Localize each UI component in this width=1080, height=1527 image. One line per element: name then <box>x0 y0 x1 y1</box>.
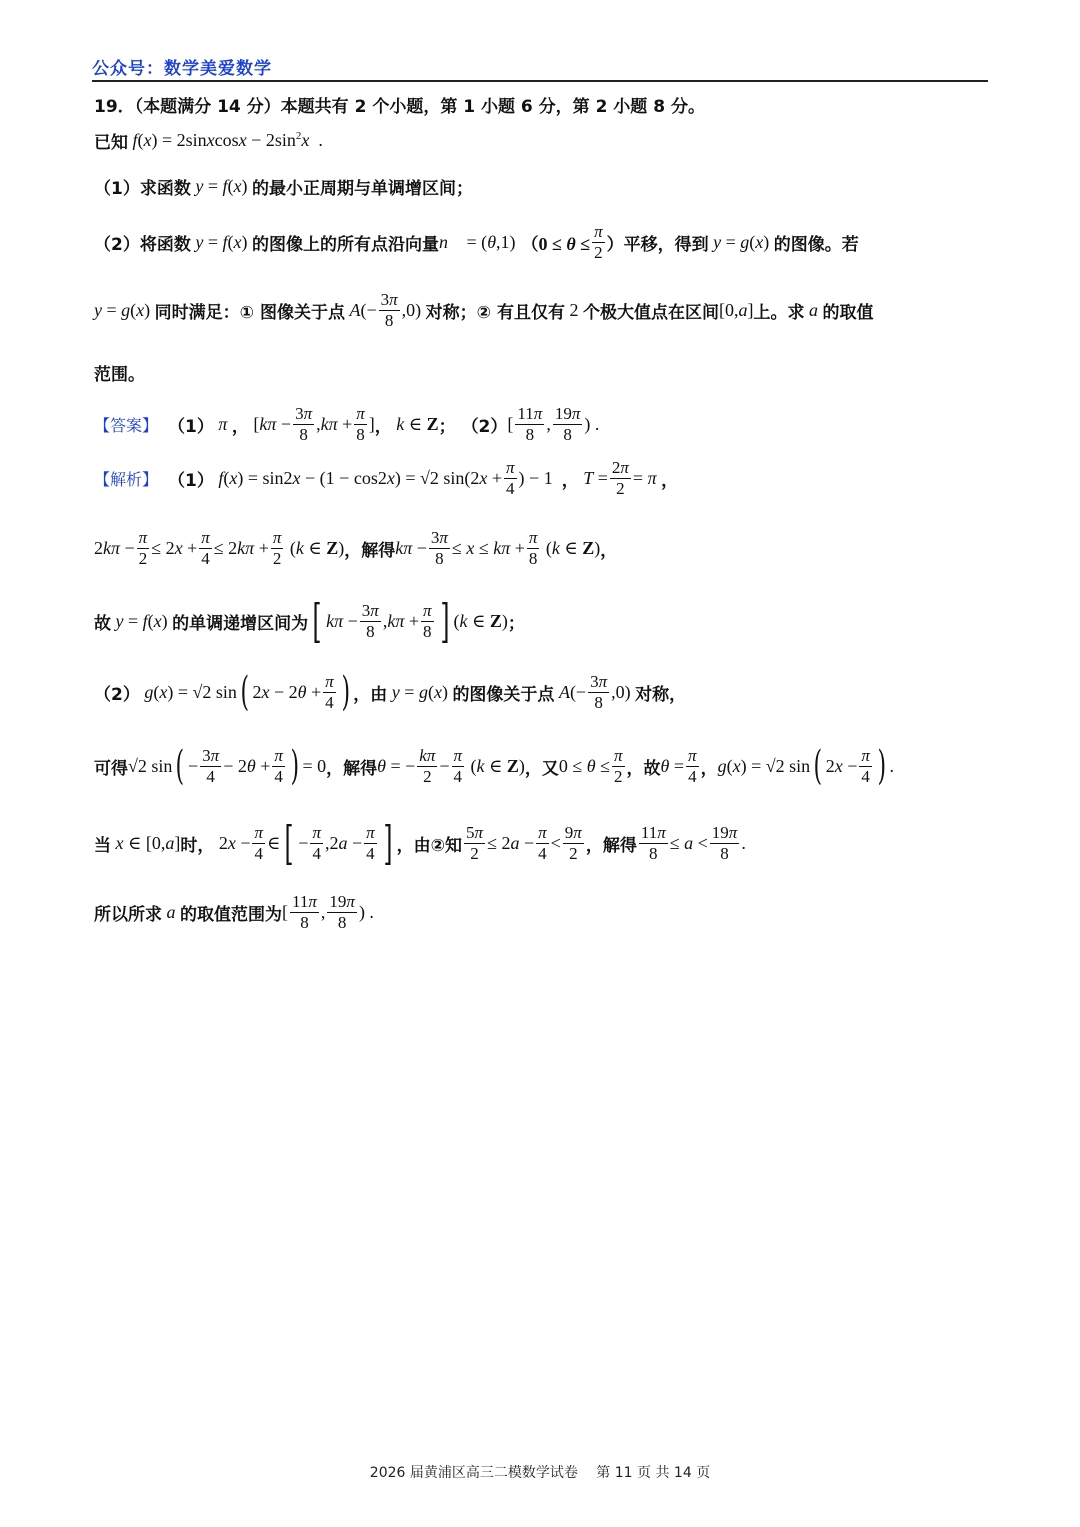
sol4-b: 2x − 2θ + <box>252 681 322 702</box>
sol2-e: kπ − <box>395 537 427 558</box>
frac-2pi-2: $\frac{2\pi}{2}$ <box>611 458 629 498</box>
part2-j: 范围。 <box>94 365 145 385</box>
frac-11pi-8-b: $\frac{11\pi}{8}$ <box>640 822 666 863</box>
sol5-get: 可得 <box>94 758 128 779</box>
solution-line2: 2kπ − $\frac{\pi}{2}$ ≤ 2x + $\frac{\pi}{4}$ ≤ 2kπ + $\frac{\pi}{2}$ (k ∈ Z) ，解得 kπ − $\frac{3\pi}{8}$ ≤ x ≤ kπ + $\frac{\pi}{8}$ (k ∈ Z) ， <box>94 528 618 568</box>
sol2-a: 2kπ − <box>94 537 135 558</box>
frac-pi-4-c: $\frac{\pi}{4}$ <box>325 672 334 712</box>
sol6-b: 2x − <box>214 832 251 853</box>
frac-11pi-8: $\frac{11\pi}{8}$ <box>517 404 543 444</box>
solution-line3: 故 y = f(x) 的单调递增区间为 [ kπ − $\frac{3\pi}{8}$ ,kπ + $\frac{\pi}{8}$ ] (k ∈ Z) ； <box>94 594 525 648</box>
sol5-e: θ = − <box>377 755 416 776</box>
header-divider <box>92 80 988 82</box>
sol5-therefore: ，故 <box>626 758 661 779</box>
part2-func: y = f(x) <box>195 231 253 252</box>
sol4-point: A(− <box>558 681 587 702</box>
sol6-c: ∈ <box>267 832 281 853</box>
frac-3pi-4: $\frac{3\pi}{4}$ <box>202 746 220 786</box>
sol6-h: ≤ a < <box>669 832 708 853</box>
sol4-a: g(x) = √2 sin <box>144 681 237 702</box>
sol5-c: − 2θ + <box>223 755 271 776</box>
g-func: y = g(x) <box>713 231 774 252</box>
frac-pi-4-i: $\frac{\pi}{4}$ <box>312 822 321 863</box>
sol7-close: ) . <box>358 901 374 922</box>
answer-interval: [kπ − <box>248 413 292 434</box>
sol2-f: ≤ x ≤ kπ + <box>451 537 525 558</box>
sol2-g: (k ∈ Z) <box>541 537 601 558</box>
part2-line1 <box>94 222 990 262</box>
frac-3pi-8-d: $\frac{3\pi}{8}$ <box>361 600 379 641</box>
answer-period: π <box>213 413 232 434</box>
sol2-c: ≤ 2kπ + <box>213 537 269 558</box>
answer-close: ] <box>368 413 375 434</box>
interval-0a: [0,a] <box>718 299 754 320</box>
frac-3pi-8-e: $\frac{3\pi}{8}$ <box>590 672 608 712</box>
sol1-expr2: ) − 1 <box>518 467 562 488</box>
sol7-a: a <box>162 901 180 922</box>
sol7-final2: 的取值范围为 <box>180 904 282 925</box>
sol2-solve: ，解得 <box>344 540 396 561</box>
solution-line5: 可得 √2 sin ( − $\frac{3\pi}{4}$ − 2θ + $\frac{\pi}{4}$ ) = 0 ，解得 θ = − $\frac{k\pi}{2}$ − $\frac{\pi}{4}$ (k ∈ Z) ，又 0 ≤ θ ≤ $\frac{\pi}{2}$ ，故 θ = $\frac{\pi}{4}$ ， g(x) = √2 sin ( 2x − $\frac{\pi}{4}$ ) . <box>94 743 895 790</box>
sol6-a: x ∈ [0,a] <box>115 832 181 853</box>
sol5-h: 0 ≤ θ ≤ <box>558 755 611 776</box>
sol5-i: θ = <box>660 755 685 776</box>
sol1-period2: = π <box>632 467 657 488</box>
frac-pi-8: $\frac{\pi}{8}$ <box>356 404 365 444</box>
solution-line6: 当 x ∈ [0,a] 时， 2x − $\frac{\pi}{4}$ ∈ [ − $\frac{\pi}{4}$ ,2a − $\frac{\pi}{4}$ ] ，由②知 $\frac{5\pi}{2}$ ≤ 2a − $\frac{\pi}{4}$ < $\frac{9\pi}{2}$ ，解得 $\frac{11\pi}{8}$ ≤ a < $\frac{19\pi}{8}$ . <box>94 816 746 870</box>
sol7-final: 所以所求 <box>94 904 162 925</box>
frac-pi-2-b: $\frac{\pi}{2}$ <box>138 528 148 568</box>
sol7-open: [ <box>282 901 288 922</box>
sol4-by: ，由 <box>353 684 388 705</box>
sol5-also: ，又 <box>524 758 559 779</box>
frac-pi-4-g: $\frac{\pi}{4}$ <box>861 746 870 786</box>
frac-11pi-8-c: $\frac{11\pi}{8}$ <box>292 892 317 932</box>
frac-19pi-8-b: $\frac{19\pi}{8}$ <box>711 822 738 863</box>
answer2-open: [ <box>507 413 514 434</box>
solution-p1: （1） <box>168 470 214 491</box>
paren-close-c: ) <box>877 743 887 790</box>
sol6-when: 当 <box>94 835 111 856</box>
frac-pi-2-d: $\frac{\pi}{2}$ <box>614 746 623 786</box>
frac-pi-2: $\frac{\pi}{2}$ <box>594 222 603 262</box>
answer-kpi: ,kπ + <box>316 413 353 434</box>
part2-e: 同时满足：① 图像关于点 <box>154 302 345 323</box>
sol1-period: T = <box>583 467 608 488</box>
frac-pi-4-k: $\frac{\pi}{4}$ <box>538 822 547 863</box>
sol5-j: g(x) = √2 sin <box>717 755 811 776</box>
part2-h: 上。求 <box>753 302 805 323</box>
frac-kpi-2: $\frac{k\pi}{2}$ <box>419 746 436 786</box>
bracket-close: ] <box>440 594 449 648</box>
solution-line1: 【解析】 （1） f(x) = sin2x − (1 − cos2x) = √2 sin(2x + $\frac{\pi}{4}$ ) − 1 ， T = $\frac{2\pi}{2}$ = π ， <box>94 458 679 498</box>
sol3-c: (k ∈ Z) <box>453 610 508 631</box>
point-a-close: ,0) <box>401 299 426 320</box>
g-func-2: y = g(x) <box>94 299 155 320</box>
frac-pi-2-c: $\frac{\pi}{2}$ <box>272 528 282 568</box>
part2-i: 的取值 <box>822 302 874 323</box>
page-footer: 2026 届黄浦区高三二模数学试卷 第 11 页 共 14 页 <box>369 1465 711 1481</box>
sol5-d: = 0 <box>302 755 327 776</box>
solution-line7 <box>94 892 990 932</box>
bracket-open-b: [ <box>284 816 294 870</box>
sol6-when2: 时， <box>180 835 215 856</box>
sol3-mono: 的单调递增区间为 <box>172 613 309 634</box>
frac-pi-4-f: $\frac{\pi}{4}$ <box>688 746 697 786</box>
answer-kz: k ∈ Z <box>396 413 439 434</box>
sol6-by2: ，由②知 <box>396 835 463 856</box>
frac-9pi-2: $\frac{9\pi}{2}$ <box>564 822 582 863</box>
frac-pi-4-d: $\frac{\pi}{4}$ <box>274 746 283 786</box>
sol4-symend: 对称， <box>635 684 687 705</box>
frac-pi-4-e: $\frac{\pi}{4}$ <box>453 746 463 786</box>
theta-range: （0 ≤ θ ≤ <box>515 233 591 255</box>
sol4-sym: 的图像关于点 <box>452 684 555 705</box>
sol6-g: < <box>550 832 561 853</box>
frac-3pi-8: $\frac{3\pi}{8}$ <box>380 290 398 330</box>
sol5-f: − <box>439 755 450 776</box>
paren-open-c: ( <box>813 743 823 790</box>
sol6-solve: ，解得 <box>585 835 637 856</box>
frac-pi-8-c: $\frac{\pi}{8}$ <box>423 600 432 641</box>
sol4-point2: ,0) <box>611 681 636 702</box>
part1-label: （1）求函数 <box>94 179 191 199</box>
paren-open-b: ( <box>175 743 185 790</box>
comma: , <box>546 413 551 434</box>
part2-d: 的图像。若 <box>773 234 859 255</box>
answer-line: 【答案】 （1） π ， [kπ − $\frac{3\pi}{8}$ ,kπ + $\frac{\pi}{8}$ ] ， k ∈ Z ； （2） [ $\frac{11\pi}{8}$ , $\frac{19\pi}{8}$ ) . <box>94 404 600 444</box>
header-title: 公众号：数学美爱数学 <box>92 59 272 79</box>
sol2-b: ≤ 2x + <box>151 537 198 558</box>
sol3-so: 故 <box>94 613 111 634</box>
part2-c: 平移，得到 <box>623 234 709 255</box>
answer-p1: （1） <box>168 416 214 437</box>
frac-pi-8-b: $\frac{\pi}{8}$ <box>528 528 538 568</box>
part1-func: y = f(x) <box>195 176 253 196</box>
sol3-a: kπ − <box>326 610 358 631</box>
part2-line2 <box>94 290 990 330</box>
count-2: 2 <box>564 299 583 320</box>
sol2-d: (k ∈ Z) <box>285 537 345 558</box>
frac-19pi-8-c: $\frac{19\pi}{8}$ <box>329 892 355 932</box>
sol5-a: √2 sin <box>128 755 173 776</box>
sol3-b: ,kπ + <box>382 610 419 631</box>
frac-3pi-8-b: $\frac{3\pi}{8}$ <box>295 404 313 444</box>
answer-tag: 【答案】 <box>94 415 159 435</box>
answer2-close: ) . <box>584 413 600 434</box>
part2-b: 的图像上的所有点沿向量 <box>252 234 440 255</box>
paren-close: ) <box>341 669 350 716</box>
frac-3pi-8-c: $\frac{3\pi}{8}$ <box>430 528 448 568</box>
frac-5pi-2: $\frac{5\pi}{2}$ <box>466 822 484 863</box>
var-a: a <box>804 299 823 320</box>
question-heading <box>94 92 990 117</box>
sol7-comma: , <box>320 901 326 922</box>
sol6-e: ,2a − <box>324 832 363 853</box>
frac-19pi-8: $\frac{19\pi}{8}$ <box>554 404 581 444</box>
sol5-solve: ，解得 <box>326 758 378 779</box>
answer-p2: （2） <box>461 416 508 437</box>
sol3-func: y = f(x) <box>115 610 173 631</box>
part1-suffix: 的最小正周期与单调增区间； <box>252 179 474 199</box>
vector-n: n⃗ = (θ,1) <box>439 231 516 252</box>
given-line <box>94 128 990 153</box>
bracket-close-b: ] <box>383 816 393 870</box>
frac-pi-4-j: $\frac{\pi}{4}$ <box>366 822 375 863</box>
part2-a: （2）将函数 <box>94 234 191 255</box>
question-heading-text: 19．（本题满分 14 分）本题共有 2 个小题，第 1 小题 6 分，第 2 小题 8 分。 <box>94 97 705 117</box>
part2-line3 <box>94 360 990 385</box>
given-formula: f(x) = 2sinxcosx − $2\sin^2x$ . <box>132 130 323 150</box>
paren-open: ( <box>240 669 249 716</box>
sol4-p2: （2） <box>94 684 140 705</box>
part2-g: 个极大值点在区间 <box>582 302 719 323</box>
sol1-expr: f(x) = sin2x − (1 − cos2x) = √2 sin(2x + <box>218 467 503 488</box>
part1-line <box>94 174 990 199</box>
bracket-open: [ <box>312 594 322 648</box>
sol5-b: − <box>188 755 199 776</box>
solution-line4 <box>94 669 990 716</box>
theta-range-close: ） <box>606 234 624 255</box>
sol5-k: 2x − <box>825 755 858 776</box>
part2-f: 对称；② 有且仅有 <box>425 302 565 323</box>
frac-pi-4-b: $\frac{\pi}{4}$ <box>201 528 210 568</box>
solution-tag: 【解析】 <box>94 469 159 489</box>
frac-pi-4: $\frac{\pi}{4}$ <box>506 458 515 498</box>
given-prefix: 已知 <box>94 133 128 153</box>
sol6-f: ≤ 2a − <box>487 832 535 853</box>
sol6-d: − <box>298 832 309 853</box>
sol5-g: (k ∈ Z) <box>466 755 525 776</box>
paren-close-b: ) <box>290 743 299 790</box>
point-a: A(− <box>349 299 377 320</box>
frac-pi-4-h: $\frac{\pi}{4}$ <box>254 822 264 863</box>
sol4-g: y = g(x) <box>391 681 453 702</box>
